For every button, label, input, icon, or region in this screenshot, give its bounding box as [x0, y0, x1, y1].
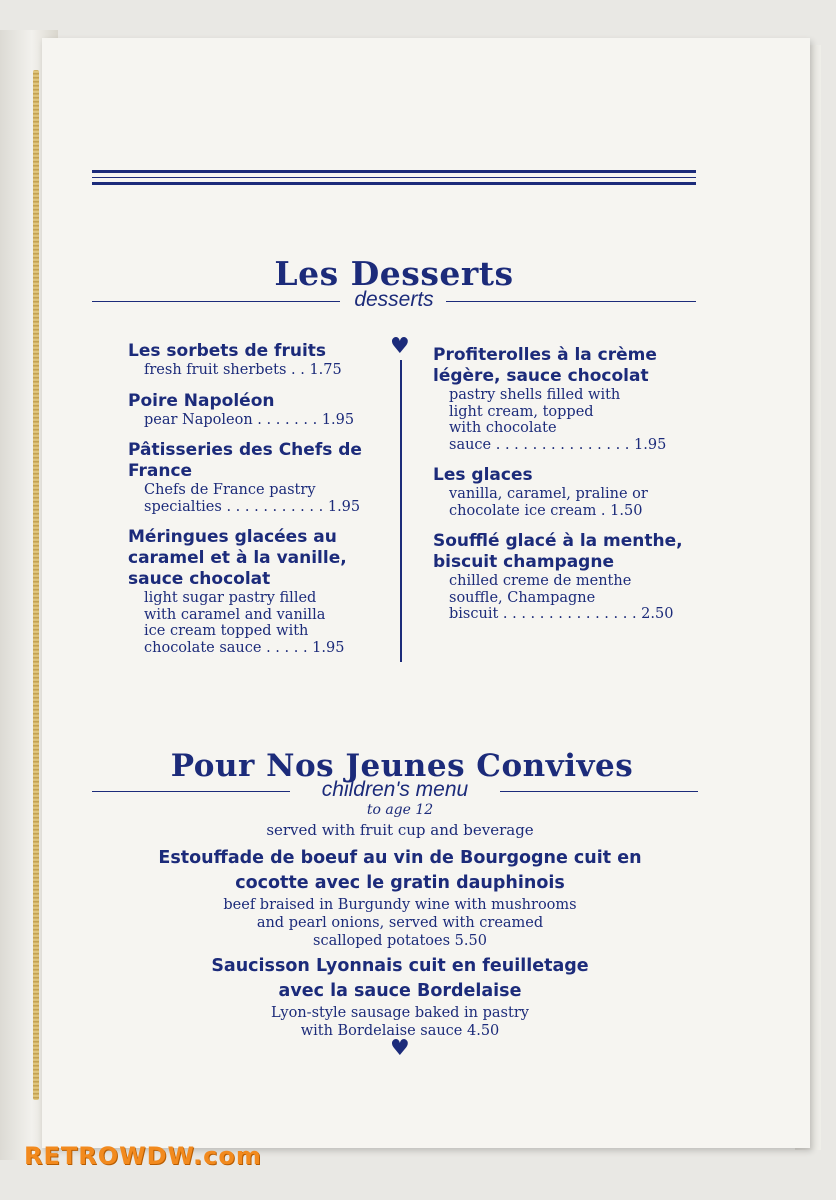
watermark-logo: RETROWDW.com	[24, 1142, 262, 1170]
menu-item	[128, 341, 388, 379]
menu-item-name: Soufflé glacé à la menthe, biscuit champagne	[433, 531, 683, 572]
children-item-description: Lyon-style sausage baked in pastry	[271, 1005, 529, 1021]
children-item-name: cocotte avec le gratin dauphinois	[235, 873, 565, 893]
desserts-subtitle: desserts	[354, 288, 434, 311]
menu-item-name: Les glaces	[433, 465, 533, 485]
menu-item-description: Chefs de France pastry	[144, 482, 316, 498]
menu-item-description: with caramel and vanilla	[144, 606, 326, 623]
menu-item-name: Pâtisseries des Chefs de France	[128, 440, 362, 481]
children-item-name: Saucisson Lyonnais cuit en feuilletage	[211, 956, 589, 976]
children-item-description: beef braised in Burgundy wine with mushrooms	[223, 897, 577, 913]
menu-item-description: chocolate sauce . . . . . 1.95	[144, 639, 345, 656]
children-title: Pour Nos Jeunes Convives	[170, 748, 634, 784]
menu-item-description: chilled creme de menthe	[449, 573, 632, 589]
menu-item	[128, 391, 388, 429]
children-item-name: Estouffade de boeuf au vin de Bourgogne cuit en	[158, 848, 642, 868]
menu-item-description: light sugar pastry filled	[144, 590, 317, 606]
column-divider	[400, 360, 402, 662]
top-double-rule	[92, 170, 696, 186]
children-subtitle: children's menu	[321, 778, 469, 801]
children-item-description: scalloped potatoes 5.50	[313, 933, 487, 949]
menu-item-description: specialties . . . . . . . . . . . 1.95	[144, 498, 361, 515]
menu-item-description: pastry shells filled with	[449, 387, 621, 403]
children-item-name: avec la sauce Bordelaise	[278, 981, 522, 1001]
menu-item-name: Méringues glacées au caramel et à la vanille, sauce chocolat	[128, 527, 347, 589]
desserts-left-column	[128, 341, 388, 668]
desserts-title: Les Desserts	[274, 254, 514, 293]
heart-icon: ♥	[390, 334, 410, 359]
children-subtitle-row	[92, 778, 698, 804]
menu-item-description: sauce . . . . . . . . . . . . . . . 1.95	[449, 436, 667, 453]
menu-item-description: souffle, Champagne	[449, 589, 596, 606]
menu-item-description: pear Napoleon . . . . . . . 1.95	[144, 411, 355, 428]
children-menu-item	[92, 846, 708, 950]
menu-item-description: vanilla, caramel, praline or	[449, 486, 648, 502]
menu-item	[433, 465, 703, 519]
children-item-description: and pearl onions, served with creamed	[256, 915, 544, 931]
desserts-right-column	[433, 345, 703, 635]
menu-item-description: biscuit . . . . . . . . . . . . . . . 2.50	[449, 606, 674, 622]
menu-item-name: Poire Napoléon	[128, 390, 275, 411]
heart-icon-bottom: ♥	[390, 1036, 410, 1061]
menu-item-description: chocolate ice cream . 1.50	[449, 502, 643, 519]
children-items	[92, 846, 708, 1044]
desserts-subtitle-row	[92, 288, 696, 314]
menu-item-description: ice cream topped with	[144, 623, 309, 639]
gold-binding-edge	[33, 70, 39, 1100]
menu-item	[433, 531, 703, 623]
children-menu-item	[92, 954, 708, 1040]
children-item-description: with Bordelaise sauce 4.50	[300, 1023, 500, 1039]
menu-item	[128, 440, 388, 515]
age-note: to age 12	[366, 802, 434, 818]
served-note: served with fruit cup and beverage	[266, 821, 534, 839]
menu-item-description: light cream, topped	[449, 403, 594, 420]
menu-item	[433, 345, 703, 453]
menu-item-name: Profiterolles à la crème légère, sauce chocolat	[433, 345, 657, 386]
menu-item-name: Les sorbets de fruits	[128, 341, 327, 361]
menu-item-description: fresh fruit sherbets . . 1.75	[144, 362, 342, 378]
menu-item-description: with chocolate	[449, 420, 557, 436]
menu-item	[128, 527, 388, 656]
